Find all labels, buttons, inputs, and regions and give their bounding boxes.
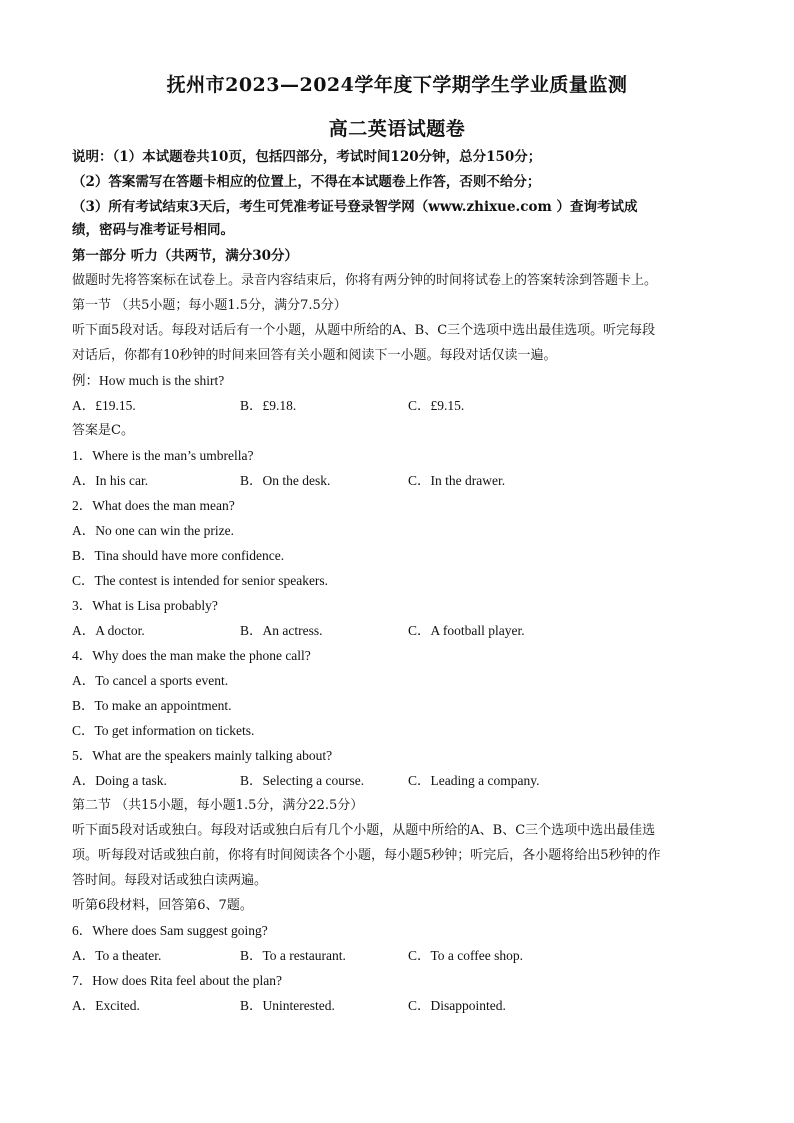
q6-option-c: C．To a coffee shop. [408,948,524,963]
question-4: 4．Why does the man make the phone call? [72,648,311,663]
part1-intro: 做题时先将答案标在试卷上。录音内容结束后，你将有两分钟的时间将试卷上的答案转涂到答题卡上。 [72,273,658,288]
instruction-line-2: （2）答案需写在答题卡相应的位置上，不得在本试题卷上作答，否则不给分； [72,174,541,190]
q1-option-b: B．On the desk. [240,473,331,488]
material-6-instruction: 听第6段材料，回答第6、7题。 [72,898,253,913]
section1-heading: 第一节 （共5小题；每小题1.5分，满分7.5分） [72,298,347,313]
question-3: 3．What is Lisa probably? [72,598,218,613]
question-6: 6．Where does Sam suggest going? [72,923,268,938]
q2-option-a: A．No one can win the prize. [72,523,234,538]
example-answer: 答案是C。 [72,423,134,438]
q3-option-b: B．An actress. [240,623,323,638]
q5-option-a: A．Doing a task. [72,773,167,788]
example-option-b: B．£9.18. [240,398,297,413]
q2-option-b: B．Tina should have more confidence. [72,548,285,563]
question-7: 7．How does Rita feel about the plan? [72,973,282,988]
q1-option-c: C．In the drawer. [408,473,506,488]
example-question: 例：How much is the shirt? [72,373,225,388]
exam-title: 抚州市2023—2024学年度下学期学生学业质量监测 [166,74,628,96]
q5-option-b: B．Selecting a course. [240,773,365,788]
instruction-line-3: （3）所有考试结束3天后，考生可凭准考证号登录智学网（www.zhixue.com ）查询考试成 [72,199,638,215]
q4-option-c: C．To get information on tickets. [72,723,255,738]
q7-option-c: C．Disappointed. [408,998,506,1013]
q6-option-a: A．To a theater. [72,948,162,963]
section2-intro-3: 答时间。每段对话或独白读两遍。 [72,873,268,888]
exam-subtitle: 高二英语试题卷 [328,118,466,140]
q7-option-a: A．Excited. [72,998,140,1013]
q4-option-b: B．To make an appointment. [72,698,232,713]
q3-option-c: C．A football player. [408,623,525,638]
section1-intro-1: 听下面5段对话。每段对话后有一个小题，从题中所给的A、B、C三个选项中选出最佳选项。听完每段 [72,323,656,338]
q6-option-b: B．To a restaurant. [240,948,346,963]
q2-option-c: C．The contest is intended for senior speakers. [72,573,329,588]
instruction-line-1: 说明：（1）本试题卷共10页，包括四部分，考试时间120分钟，总分150分； [72,149,542,165]
section1-intro-2: 对话后，你都有10秒钟的时间来回答有关小题和阅读下一小题。每段对话仅读一遍。 [72,348,557,363]
part1-heading: 第一部分 听力（共两节，满分30分） [72,248,298,264]
q1-option-a: A．In his car. [72,473,149,488]
example-option-c: C．£9.15. [408,398,465,413]
question-2: 2．What does the man mean? [72,498,235,513]
q3-option-a: A．A doctor. [72,623,145,638]
section2-heading: 第二节 （共15小题，每小题1.5分，满分22.5分） [72,798,364,813]
q4-option-a: A．To cancel a sports event. [72,673,229,688]
example-option-a: A．£19.15. [72,398,136,413]
q7-option-b: B．Uninterested. [240,998,335,1013]
q5-option-c: C．Leading a company. [408,773,540,788]
question-5: 5．What are the speakers mainly talking about? [72,748,333,763]
section2-intro-1: 听下面5段对话或独白。每段对话或独白后有几个小题，从题中所给的A、B、C三个选项中选出最佳选 [72,823,656,838]
question-1: 1．Where is the man’s umbrella? [72,448,254,463]
section2-intro-2: 项。听每段对话或独白前，你将有时间阅读各个小题，每小题5秒钟；听完后，各小题将给出5秒钟的作 [72,848,661,863]
instruction-line-4: 绩，密码与准考证号相同。 [72,222,234,238]
